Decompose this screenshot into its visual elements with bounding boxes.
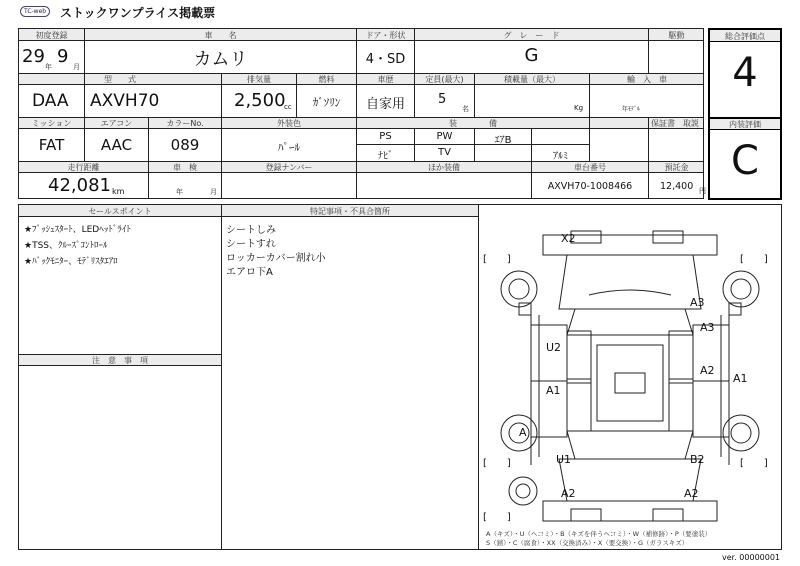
sales-point: ★ﾌﾟｯｼｭｽﾀｰﾄ、LEDﾍｯﾄﾞﾗｲﾄ xyxy=(24,225,131,235)
bracket-bottom-left: [ ] xyxy=(483,458,511,469)
hdr-fuel: 燃料 xyxy=(318,75,335,84)
hdr-grade: グ レ ー ド xyxy=(503,31,560,40)
note-item: エアロ下A xyxy=(226,267,273,278)
mark-a1-right: A1 xyxy=(733,372,748,385)
grade: G xyxy=(524,45,539,66)
usage: 自家用 xyxy=(365,97,405,112)
hdr-load: 積載量（最大） xyxy=(504,75,560,84)
insp-month: 月 xyxy=(210,188,217,196)
hdr-model: 型 式 xyxy=(104,75,136,84)
notes-title: 特記事項・不具合箇所 xyxy=(310,207,390,216)
mark-u1: U1 xyxy=(556,453,572,466)
reg-month-unit: 月 xyxy=(73,63,80,71)
interior-score: C xyxy=(731,138,759,184)
hdr-import: 輸 入 車 xyxy=(627,75,667,84)
equip-4: ﾅﾋﾞ xyxy=(378,151,393,162)
mark-a-wheel: A xyxy=(519,426,527,439)
reg-year-unit: 年 xyxy=(45,63,52,71)
displacement: 2,500 xyxy=(234,90,286,111)
overall-score: 4 xyxy=(732,50,758,96)
hdr-car-name: 車 名 xyxy=(204,31,237,40)
hdr-warranty: 保証書 xyxy=(651,119,675,128)
sales-point: ★ﾊﾞｯｸﾓﾆﾀｰ、ﾓﾃﾞﾘｽﾀｴｱﾛ xyxy=(24,257,118,267)
equip-2: ｴｱB xyxy=(494,135,512,146)
bracket-top-left: [ ] xyxy=(483,254,511,265)
mark-a2-bottom-right: A2 xyxy=(684,487,699,500)
equip-0: PS xyxy=(379,131,392,142)
version: ver. 00000001 xyxy=(722,553,781,562)
hdr-other-eq: ほか装備 xyxy=(428,163,460,172)
logo: TC-web xyxy=(20,6,50,17)
capacity: 5 xyxy=(438,92,447,107)
load-unit: Kg xyxy=(574,104,584,112)
note-item: ロッカーカバー割れ小 xyxy=(226,253,326,264)
bracket-spare: [ ] xyxy=(483,512,511,523)
aircon: AAC xyxy=(100,136,133,154)
hdr-reg-no: 登録ナンバー xyxy=(265,163,313,172)
legend-line-1: A（キズ）・U（ヘコミ）・B（キズを伴うヘコミ）・W（補修跡）・P（要塗装） xyxy=(486,530,712,538)
hdr-drive: 駆動 xyxy=(668,31,685,40)
sales-points-title: セールスポイント xyxy=(88,207,152,216)
hdr-first-reg: 初度登録 xyxy=(35,31,68,40)
reg-year: 29 xyxy=(22,46,45,67)
note-item: シートしみ xyxy=(226,225,276,236)
hdr-manual: 取説 xyxy=(683,119,699,128)
fuel: ｶﾞｿﾘﾝ xyxy=(312,96,341,109)
hdr-overall: 総合評価点 xyxy=(725,32,765,41)
model-code: AXVH70 xyxy=(90,91,160,111)
note-item: シートすれ xyxy=(226,239,276,250)
doc-title: ストックワンプライス掲載票 xyxy=(60,6,216,20)
mileage-unit: km xyxy=(112,187,125,196)
hdr-equipment: 装 備 xyxy=(449,119,497,128)
equip-1: PW xyxy=(436,131,453,142)
bracket-top-right: [ ] xyxy=(740,254,768,265)
exterior-color: ﾊﾟｰﾙ xyxy=(278,141,300,154)
hdr-price: 預託金 xyxy=(664,163,689,172)
hdr-mileage: 走行距離 xyxy=(67,163,100,172)
hdr-color-no: カラーNo. xyxy=(166,119,204,128)
hdr-interior: 内装評価 xyxy=(729,120,761,129)
equip-7: ｱﾙﾐ xyxy=(553,151,568,162)
insp-year: 年 xyxy=(176,188,183,196)
door-type: 4・SD xyxy=(365,52,406,67)
mark-b2: B2 xyxy=(690,453,705,466)
hdr-inspection: 車 検 xyxy=(173,163,197,172)
legend-line-2: S（錆）・C（腐食）・XX（交換済み）・X（要交換）・G（ガラスキズ） xyxy=(486,539,689,547)
mark-a3-upper: A3 xyxy=(690,296,705,309)
hdr-chassis: 車台番号 xyxy=(574,163,606,172)
sales-point: ★TSS、ｸﾙｰｽﾞｺﾝﾄﾛｰﾙ xyxy=(24,241,108,251)
bracket-bottom-right: [ ] xyxy=(740,458,768,469)
hdr-capacity: 定員(最大) xyxy=(425,75,464,84)
car-name: カムリ xyxy=(193,49,248,70)
chassis-no: AXVH70-1008466 xyxy=(547,181,633,192)
disp-unit: cc xyxy=(284,103,292,111)
mark-a2-right: A2 xyxy=(700,364,715,377)
hdr-usage: 車歴 xyxy=(377,75,394,84)
color-no: 089 xyxy=(170,136,200,154)
hdr-displacement: 排気量 xyxy=(247,75,271,84)
price: 12,400 xyxy=(660,181,694,192)
hdr-exterior: 外装色 xyxy=(277,119,301,128)
mark-u2: U2 xyxy=(546,341,562,354)
mileage: 42,081 xyxy=(48,175,111,196)
mark-a2-bottom-left: A2 xyxy=(561,487,576,500)
mission: FAT xyxy=(38,136,65,154)
price-unit: 円 xyxy=(699,187,706,195)
reg-month: 9 xyxy=(57,46,69,67)
equip-5: TV xyxy=(438,147,451,158)
import-note: 年ﾓﾃﾞﾙ xyxy=(622,106,641,113)
hdr-door-type: ドア・形状 xyxy=(365,31,406,40)
hdr-mission: ミッション xyxy=(31,119,72,128)
model-prefix: DAA xyxy=(32,91,69,111)
caution-title: 注 意 事 項 xyxy=(92,356,148,365)
mark-a3-lower: A3 xyxy=(700,321,715,334)
hdr-aircon: エアコン xyxy=(100,119,133,128)
capacity-unit: 名 xyxy=(462,105,469,113)
mark-a1-left: A1 xyxy=(546,384,561,397)
mark-x2: X2 xyxy=(561,232,576,245)
